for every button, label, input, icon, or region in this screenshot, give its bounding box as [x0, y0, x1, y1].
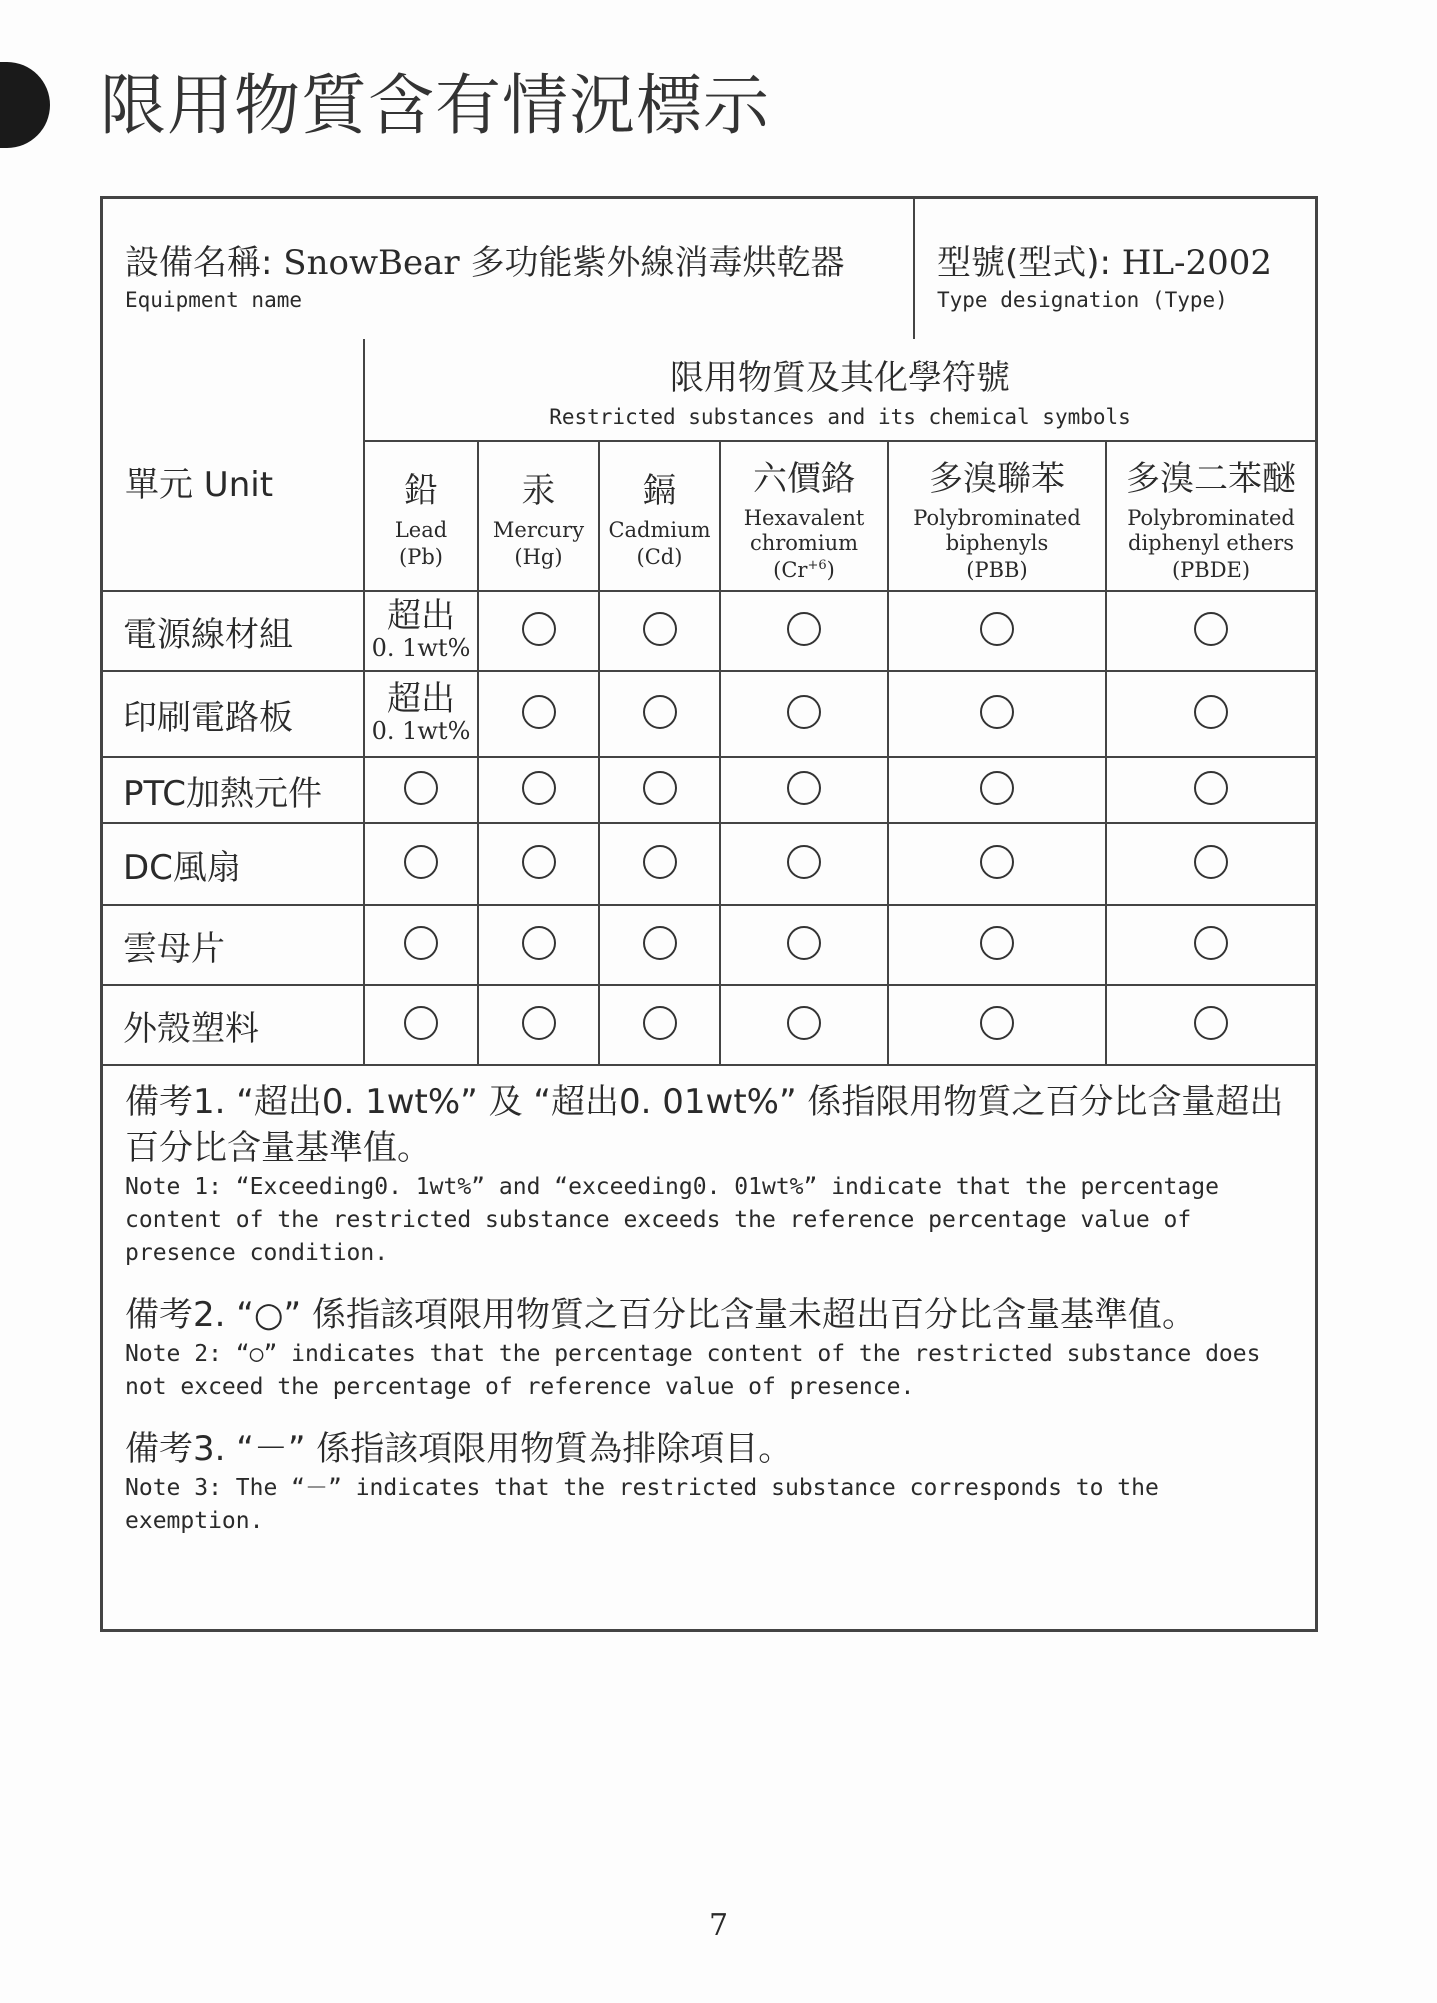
circle-icon — [1194, 771, 1228, 805]
substance-header — [364, 441, 478, 591]
circle-icon — [787, 695, 821, 729]
circle-icon — [643, 845, 677, 879]
compliant-mark — [1106, 905, 1315, 985]
circle-icon — [643, 695, 677, 729]
compliant-mark — [599, 985, 720, 1065]
substance-header — [888, 441, 1106, 591]
compliant-mark — [1106, 591, 1315, 671]
substance-header — [720, 441, 888, 591]
table-row — [103, 591, 1315, 671]
compliant-mark — [599, 591, 720, 671]
compliant-mark — [478, 591, 599, 671]
substance-name-en-line2: chromium — [749, 530, 859, 555]
substance-name-en-line2: diphenyl ethers — [1128, 530, 1294, 555]
note-cn: 備考1. “超出0. 1wt%” 及 “超出0. 01wt%” 係指限用物質之百分比含量超出百分比含量基準值。 — [125, 1082, 1284, 1168]
table-row — [103, 823, 1315, 905]
compliant-mark — [364, 905, 478, 985]
circle-icon — [1194, 845, 1228, 879]
component-name: DC風扇 — [103, 823, 364, 905]
compliant-mark — [888, 671, 1106, 757]
exceed-value: 0. 1wt% — [371, 634, 471, 662]
circle-icon — [643, 1006, 677, 1040]
note-en: Note 2: “○” indicates that the percentage content of the restricted substance does not exceed the percentage of reference value of presence. — [125, 1341, 1261, 1400]
circle-icon — [1194, 695, 1228, 729]
compliant-mark — [478, 671, 599, 757]
component-name: 印刷電路板 — [103, 671, 364, 757]
circle-icon — [522, 771, 556, 805]
table-row — [103, 757, 1315, 823]
type-label-en: Type designation (Type) — [937, 288, 1228, 312]
type-designation-cell — [915, 199, 1315, 339]
substance-name-cn: 鉛 — [404, 471, 438, 511]
substance-name-cn: 汞 — [521, 471, 556, 511]
substance-symbol: $(Cr^{+6})$ — [773, 557, 835, 582]
restricted-header — [364, 339, 1315, 441]
substance-name-en-line2: biphenyls — [945, 530, 1049, 555]
circle-icon — [980, 612, 1014, 646]
substance-name-cn: 多溴聯苯 — [929, 458, 1065, 499]
note-en: Note 3: The “－” indicates that the restricted substance corresponds to the exemption. — [125, 1475, 1159, 1534]
component-name: 電源線材組 — [103, 591, 364, 671]
equipment-label: 設備名稱: — [125, 243, 273, 283]
component-name: 外殼塑料 — [103, 985, 364, 1065]
note-en: Note 1: “Exceeding0. 1wt%” and “exceeding0. 01wt%” indicate that the percentage content of the restricted substance exceeds the reference percentage value of presence condition. — [125, 1174, 1219, 1266]
compliant-mark — [1106, 985, 1315, 1065]
component-name: 雲母片 — [103, 905, 364, 985]
compliant-mark — [888, 985, 1106, 1065]
substance-name-en: Hexavalent — [743, 505, 865, 530]
compliant-mark — [888, 823, 1106, 905]
compliant-mark — [1106, 823, 1315, 905]
compliant-mark — [364, 757, 478, 823]
restricted-header-en: Restricted substances and its chemical symbols — [549, 405, 1131, 429]
compliant-mark — [599, 671, 720, 757]
circle-icon — [522, 926, 556, 960]
circle-icon — [980, 695, 1014, 729]
circle-icon — [404, 1006, 438, 1040]
equipment-label-en: Equipment name — [125, 288, 303, 312]
substance-name-en: Cadmium — [608, 518, 711, 542]
compliant-mark — [599, 823, 720, 905]
circle-icon — [522, 612, 556, 646]
compliant-mark — [888, 757, 1106, 823]
exceed-mark — [364, 671, 478, 757]
substance-name-en: Polybrominated — [913, 505, 1081, 530]
compliant-mark — [478, 823, 599, 905]
exceed-label: 超出 — [387, 679, 455, 719]
compliant-mark — [599, 905, 720, 985]
substance-symbol: (Cd) — [636, 545, 683, 569]
compliant-mark — [599, 757, 720, 823]
substance-header — [599, 441, 720, 591]
circle-icon — [787, 1006, 821, 1040]
circle-icon — [1194, 612, 1228, 646]
compliant-mark — [1106, 757, 1315, 823]
circle-icon — [980, 1006, 1014, 1040]
substance-name-cn: 鎘 — [642, 471, 677, 511]
circle-icon — [1194, 926, 1228, 960]
circle-icon — [404, 926, 438, 960]
note-cn: 備考3. “－” 係指該項限用物質為排除項目。 — [125, 1429, 793, 1469]
restricted-substances-form — [100, 196, 1318, 1632]
substance-symbol: (Hg) — [514, 545, 563, 569]
page-number: 7 — [708, 1908, 729, 1943]
substance-name-cn: 六價鉻 — [753, 458, 855, 499]
compliant-mark — [364, 823, 478, 905]
compliant-mark — [888, 591, 1106, 671]
circle-icon — [980, 771, 1014, 805]
substance-name-en: Mercury — [492, 518, 585, 542]
compliant-mark — [720, 985, 888, 1065]
substance-symbol: (PBB) — [966, 557, 1028, 582]
substance-symbol: (PBDE) — [1171, 557, 1251, 582]
type-label: 型號(型式): — [937, 243, 1111, 283]
circle-icon — [643, 771, 677, 805]
compliant-mark — [720, 671, 888, 757]
section-bullet — [0, 62, 50, 148]
substance-header — [478, 441, 599, 591]
circle-icon — [643, 926, 677, 960]
circle-icon — [522, 845, 556, 879]
compliant-mark — [720, 823, 888, 905]
compliant-mark — [720, 905, 888, 985]
notes-section — [125, 1079, 1303, 1560]
restricted-header-cn: 限用物質及其化學符號 — [670, 358, 1011, 398]
substance-header — [1106, 441, 1315, 591]
component-name: PTC加熱元件 — [103, 757, 364, 823]
circle-icon — [522, 695, 556, 729]
compliant-mark — [720, 757, 888, 823]
exceed-value: 0. 1wt% — [371, 717, 471, 745]
compliant-mark — [1106, 671, 1315, 757]
circle-icon — [522, 1006, 556, 1040]
circle-icon — [787, 845, 821, 879]
substance-name-en: Polybrominated — [1127, 505, 1295, 530]
compliant-mark — [478, 905, 599, 985]
equipment-value: SnowBear 多功能紫外線消毒烘乾器 — [283, 243, 845, 283]
table-row — [103, 671, 1315, 757]
circle-icon — [787, 926, 821, 960]
note-cn: 備考2. “○” 係指該項限用物質之百分比含量未超出百分比含量基準值。 — [125, 1295, 1196, 1335]
table-row — [103, 905, 1315, 985]
circle-icon — [1194, 1006, 1228, 1040]
circle-icon — [787, 771, 821, 805]
substance-symbol: (Pb) — [399, 545, 443, 569]
circle-icon — [404, 771, 438, 805]
type-value: HL-2002 — [1121, 243, 1273, 283]
page-title: 限用物質含有情況標示 — [100, 67, 770, 144]
circle-icon — [643, 612, 677, 646]
compliant-mark — [478, 757, 599, 823]
circle-icon — [980, 845, 1014, 879]
unit-header: 單元 Unit — [103, 339, 364, 591]
compliant-mark — [720, 591, 888, 671]
circle-icon — [787, 612, 821, 646]
compliant-mark — [364, 985, 478, 1065]
substance-name-cn: 多溴二苯醚 — [1126, 458, 1297, 499]
exceed-label: 超出 — [387, 596, 455, 636]
compliant-mark — [478, 985, 599, 1065]
substances-table — [103, 339, 1315, 1066]
compliant-mark — [888, 905, 1106, 985]
circle-icon — [404, 845, 438, 879]
equipment-name-cell — [103, 199, 915, 339]
circle-icon — [980, 926, 1014, 960]
exceed-mark — [364, 591, 478, 671]
substance-name-en: Lead — [394, 518, 448, 542]
table-row — [103, 985, 1315, 1065]
